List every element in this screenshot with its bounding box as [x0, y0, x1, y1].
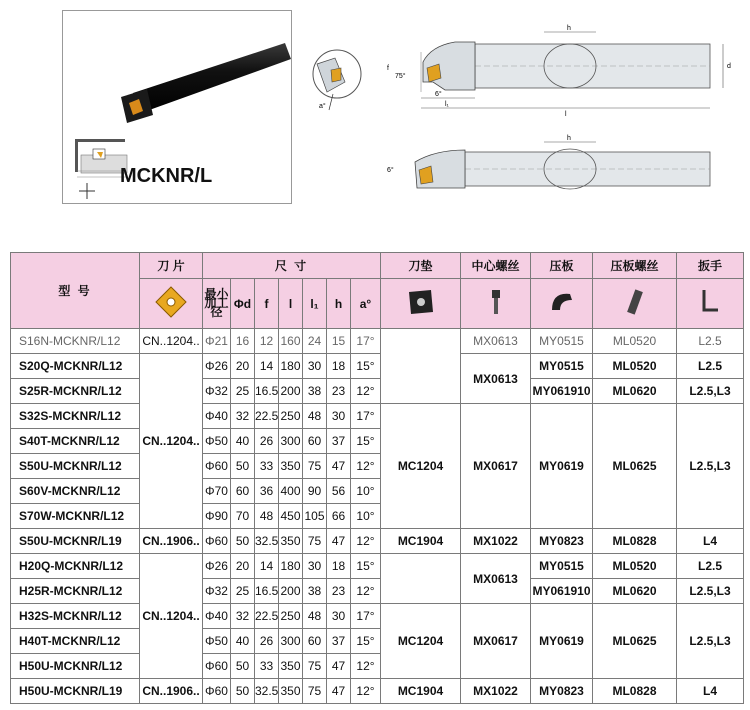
- cell-dmin: Φ70: [203, 479, 231, 504]
- cell-wrench: L2.5: [677, 554, 744, 579]
- model-label: MCKNR/L: [120, 165, 213, 187]
- table-row: [11, 354, 744, 379]
- header-wrench: 扳手: [677, 253, 744, 279]
- cell-f: 48: [255, 504, 279, 529]
- table-row: [11, 329, 744, 354]
- cell-shim: MC1904: [381, 679, 461, 704]
- cell-a: 10°: [351, 504, 381, 529]
- cell-wrench: L4: [677, 529, 744, 554]
- header-center-screw: 中心螺丝: [461, 253, 531, 279]
- head-detail: [313, 50, 361, 110]
- cell-clamp-screw: ML0620: [593, 379, 677, 404]
- cell-wrench: L2.5,L3: [677, 604, 744, 679]
- cell-f: 14: [255, 354, 279, 379]
- cell-screw: MX0613: [461, 354, 531, 404]
- cell-l1: 75: [303, 654, 327, 679]
- cell-l: 350: [279, 529, 303, 554]
- row-model: S50U-MCKNR/L12: [11, 454, 140, 479]
- clamp-screw-icon: [619, 286, 651, 318]
- cell-l: 250: [279, 604, 303, 629]
- table-row: [11, 579, 744, 604]
- clamp-icon: [546, 286, 578, 318]
- cell-dmin: Φ60: [203, 654, 231, 679]
- cell-shim: MC1204: [381, 404, 461, 529]
- cell-l: 300: [279, 629, 303, 654]
- table-row: [11, 379, 744, 404]
- header-h: h: [327, 279, 351, 329]
- header-size: 尺 寸: [203, 253, 381, 279]
- cell-clamp-screw: ML0620: [593, 579, 677, 604]
- dim-a-label: a°: [319, 103, 326, 110]
- cell-h: 18: [327, 354, 351, 379]
- cell-dmin: Φ40: [203, 604, 231, 629]
- row-model: H50U-MCKNR/L12: [11, 654, 140, 679]
- cell-l: 400: [279, 479, 303, 504]
- row-insert: CN..1204..: [140, 329, 203, 354]
- cell-dmin: Φ50: [203, 429, 231, 454]
- cell-clamp: MY0619: [531, 604, 593, 679]
- cell-dmin: Φ60: [203, 454, 231, 479]
- cell-a: 17°: [351, 404, 381, 429]
- cell-screw: MX0613: [461, 554, 531, 604]
- cell-l1: 75: [303, 454, 327, 479]
- header-shim: 刀垫: [381, 253, 461, 279]
- cell-h: 37: [327, 429, 351, 454]
- cell-clamp: MY0515: [531, 554, 593, 579]
- cell-a: 12°: [351, 454, 381, 479]
- header-clamp: 压板: [531, 253, 593, 279]
- cell-wrench: L2.5,L3: [677, 579, 744, 604]
- cell-f: 16.5: [255, 579, 279, 604]
- cell-l1: 30: [303, 554, 327, 579]
- top-view: [387, 25, 731, 118]
- cell-a: 15°: [351, 629, 381, 654]
- cell-l: 180: [279, 554, 303, 579]
- cell-h: 15: [327, 329, 351, 354]
- cell-h: 47: [327, 529, 351, 554]
- cell-clamp-screw: ML0520: [593, 354, 677, 379]
- cell-h: 37: [327, 629, 351, 654]
- cell-f: 36: [255, 479, 279, 504]
- cell-dmin: Φ90: [203, 504, 231, 529]
- cell-f: 16.5: [255, 379, 279, 404]
- row-model: S32S-MCKNR/L12: [11, 404, 140, 429]
- cell-d: 32: [231, 404, 255, 429]
- cell-clamp-screw: ML0625: [593, 404, 677, 529]
- cell-h: 18: [327, 554, 351, 579]
- cell-clamp: MY0515: [531, 329, 593, 354]
- cell-wrench: L2.5: [677, 329, 744, 354]
- cell-l1: 38: [303, 379, 327, 404]
- cell-shim-empty: [381, 554, 461, 604]
- row-model: S25R-MCKNR/L12: [11, 379, 140, 404]
- cell-clamp-screw: ML0625: [593, 604, 677, 679]
- row-model: S20Q-MCKNR/L12: [11, 354, 140, 379]
- cell-h: 47: [327, 654, 351, 679]
- dim-l1-label: l₁: [445, 101, 449, 108]
- cell-l1: 90: [303, 479, 327, 504]
- cell-a: 17°: [351, 329, 381, 354]
- cell-insert-group: CN..1204..: [140, 554, 203, 679]
- cell-d: 70: [231, 504, 255, 529]
- cell-clamp: MY0515: [531, 354, 593, 379]
- shim-image-cell: [381, 279, 461, 329]
- center-screw-image-cell: [461, 279, 531, 329]
- cell-a: 12°: [351, 679, 381, 704]
- cell-d: 50: [231, 529, 255, 554]
- header-l: l: [279, 279, 303, 329]
- table-row: [11, 604, 744, 629]
- dim-h2-label: h: [567, 135, 571, 142]
- cell-wrench: L2.5: [677, 354, 744, 379]
- cell-a: 12°: [351, 529, 381, 554]
- cell-l1: 48: [303, 604, 327, 629]
- cell-f: 32.5: [255, 529, 279, 554]
- side-view: [387, 135, 710, 189]
- cell-insert: CN..1906..: [140, 679, 203, 704]
- cell-dmin: Φ50: [203, 629, 231, 654]
- clamp-screw-image-cell: [593, 279, 677, 329]
- row-model: S70W-MCKNR/L12: [11, 504, 140, 529]
- dim-f-label: f: [387, 65, 389, 72]
- cell-l: 350: [279, 654, 303, 679]
- cell-a: 12°: [351, 579, 381, 604]
- cell-l: 300: [279, 429, 303, 454]
- cell-d: 40: [231, 629, 255, 654]
- insert-image-cell: [140, 279, 203, 329]
- header-clamp-screw: 压板螺丝: [593, 253, 677, 279]
- cell-insert-group: CN..1204..: [140, 354, 203, 529]
- row-model: H20Q-MCKNR/L12: [11, 554, 140, 579]
- cell-l1: 30: [303, 354, 327, 379]
- wrench-image-cell: [677, 279, 744, 329]
- cell-h: 47: [327, 679, 351, 704]
- cell-h: 30: [327, 404, 351, 429]
- cell-l: 160: [279, 329, 303, 354]
- cell-f: 33: [255, 654, 279, 679]
- table-row: [11, 404, 744, 429]
- cell-l1: 75: [303, 679, 327, 704]
- header-model: 型 号: [11, 253, 140, 329]
- cell-l1: 60: [303, 629, 327, 654]
- cell-clamp: MY061910: [531, 379, 593, 404]
- cell-h: 66: [327, 504, 351, 529]
- cell-screw: MX1022: [461, 679, 531, 704]
- cell-a: 17°: [351, 604, 381, 629]
- row-model: H50U-MCKNR/L19: [11, 679, 140, 704]
- cell-h: 23: [327, 579, 351, 604]
- cell-dmin: Φ26: [203, 354, 231, 379]
- cell-a: 10°: [351, 479, 381, 504]
- cell-shim: MC1904: [381, 529, 461, 554]
- cell-h: 56: [327, 479, 351, 504]
- cell-screw: MX0617: [461, 604, 531, 679]
- cell-f: 32.5: [255, 679, 279, 704]
- header-insert: 刀 片: [140, 253, 203, 279]
- clamp-image-cell: [531, 279, 593, 329]
- cell-d: 50: [231, 654, 255, 679]
- cell-screw: MX0613: [461, 329, 531, 354]
- header-f: f: [255, 279, 279, 329]
- header-min-bore: 最小加工径: [203, 279, 231, 329]
- cell-l1: 75: [303, 529, 327, 554]
- header-l1: l₁: [303, 279, 327, 329]
- cell-f: 22.5: [255, 604, 279, 629]
- cell-dmin: Φ40: [203, 404, 231, 429]
- cell-d: 20: [231, 554, 255, 579]
- dim-6b-label: 6°: [387, 167, 394, 174]
- row-model: S50U-MCKNR/L19: [11, 529, 140, 554]
- row-model: H32S-MCKNR/L12: [11, 604, 140, 629]
- cell-l1: 48: [303, 404, 327, 429]
- shim-icon: [405, 286, 437, 318]
- cell-l1: 60: [303, 429, 327, 454]
- cell-clamp-screw: ML0520: [593, 554, 677, 579]
- cell-dmin: Φ21: [203, 329, 231, 354]
- cell-a: 15°: [351, 429, 381, 454]
- screw-icon: [480, 286, 512, 318]
- cell-a: 12°: [351, 379, 381, 404]
- cell-d: 20: [231, 354, 255, 379]
- cell-l: 450: [279, 504, 303, 529]
- cell-f: 33: [255, 454, 279, 479]
- cell-dmin: Φ32: [203, 579, 231, 604]
- cell-clamp: MY061910: [531, 579, 593, 604]
- header-a: a°: [351, 279, 381, 329]
- cell-l: 350: [279, 679, 303, 704]
- cell-clamp-screw: ML0520: [593, 329, 677, 354]
- cell-d: 25: [231, 379, 255, 404]
- cell-d: 40: [231, 429, 255, 454]
- cell-l1: 24: [303, 329, 327, 354]
- cell-d: 25: [231, 579, 255, 604]
- dim-6-label: 6°: [435, 91, 442, 98]
- cell-f: 26: [255, 629, 279, 654]
- cell-a: 15°: [351, 354, 381, 379]
- table-row: [11, 679, 744, 704]
- cell-l1: 38: [303, 579, 327, 604]
- cell-d: 32: [231, 604, 255, 629]
- cell-f: 26: [255, 429, 279, 454]
- cell-clamp: MY0619: [531, 404, 593, 529]
- cell-shim: MC1204: [381, 604, 461, 679]
- cell-f: 12: [255, 329, 279, 354]
- cell-h: 47: [327, 454, 351, 479]
- row-model: S16N-MCKNR/L12: [11, 329, 140, 354]
- cell-l: 180: [279, 354, 303, 379]
- cell-dmin: Φ32: [203, 379, 231, 404]
- cell-d: 50: [231, 679, 255, 704]
- cell-h: 30: [327, 604, 351, 629]
- cell-dmin: Φ60: [203, 679, 231, 704]
- cell-d: 50: [231, 454, 255, 479]
- dim-l-label: l: [565, 111, 567, 118]
- dim-h-label: h: [567, 25, 571, 32]
- cell-l1: 105: [303, 504, 327, 529]
- cell-wrench: L4: [677, 679, 744, 704]
- row-model: H25R-MCKNR/L12: [11, 579, 140, 604]
- table-row: [11, 554, 744, 579]
- cell-clamp: MY0823: [531, 529, 593, 554]
- wrench-icon: [694, 286, 726, 318]
- dim-d-label: d: [727, 63, 731, 70]
- row-model: S60V-MCKNR/L12: [11, 479, 140, 504]
- cell-f: 14: [255, 554, 279, 579]
- row-model: H40T-MCKNR/L12: [11, 629, 140, 654]
- cell-d: 16: [231, 329, 255, 354]
- cell-dmin: Φ26: [203, 554, 231, 579]
- cell-insert: CN..1906..: [140, 529, 203, 554]
- insert-icon: [154, 285, 188, 319]
- cell-clamp-screw: ML0828: [593, 529, 677, 554]
- cell-shim-empty: [381, 329, 461, 404]
- dim-75-label: 75°: [395, 73, 406, 80]
- cell-d: 60: [231, 479, 255, 504]
- technical-drawings: [305, 12, 745, 207]
- cell-f: 22.5: [255, 404, 279, 429]
- cell-screw: MX0617: [461, 404, 531, 529]
- cell-l: 200: [279, 579, 303, 604]
- header-phi-d: Φd: [231, 279, 255, 329]
- cell-h: 23: [327, 379, 351, 404]
- cell-screw: MX1022: [461, 529, 531, 554]
- cell-a: 12°: [351, 654, 381, 679]
- cell-l: 350: [279, 454, 303, 479]
- cell-l: 200: [279, 379, 303, 404]
- cell-clamp-screw: ML0828: [593, 679, 677, 704]
- cell-l: 250: [279, 404, 303, 429]
- table-row: [11, 529, 744, 554]
- cell-dmin: Φ60: [203, 529, 231, 554]
- spec-table: [10, 252, 744, 704]
- cell-wrench: L2.5,L3: [677, 404, 744, 529]
- row-model: S40T-MCKNR/L12: [11, 429, 140, 454]
- cell-wrench: L2.5,L3: [677, 379, 744, 404]
- cell-clamp: MY0823: [531, 679, 593, 704]
- cell-a: 15°: [351, 554, 381, 579]
